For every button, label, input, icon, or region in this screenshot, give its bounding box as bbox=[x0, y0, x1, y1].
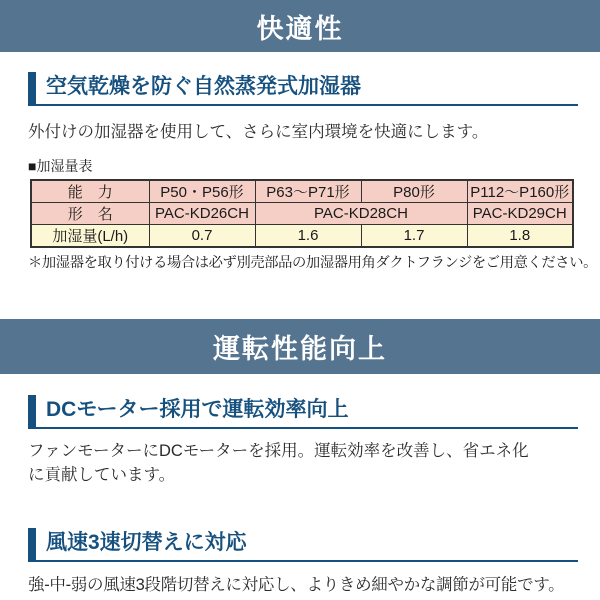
cell-amount-2: 1.6 bbox=[255, 225, 361, 248]
banner-comfort-label: 快適性 bbox=[256, 13, 344, 44]
cell-model-3: PAC-KD29CH bbox=[467, 203, 573, 225]
table-row-model bbox=[31, 203, 573, 225]
cell-capacity-1: P50・P56形 bbox=[149, 180, 255, 203]
feature-heading-dc-motor-title: DCモーター採用で運転効率向上 bbox=[46, 398, 349, 421]
feature-heading-dc-motor bbox=[28, 395, 578, 429]
cell-capacity-2: P63〜P71形 bbox=[255, 180, 361, 203]
heading-accent-bar bbox=[28, 72, 36, 106]
feature-heading-fan-speed-title: 風速3速切替えに対応 bbox=[46, 531, 247, 554]
cell-model-1: PAC-KD26CH bbox=[149, 203, 255, 225]
cell-capacity-label: 能 力 bbox=[31, 180, 149, 203]
feature-heading-humidifier-title: 空気乾燥を防ぐ自然蒸発式加湿器 bbox=[46, 75, 361, 98]
heading-accent-bar bbox=[28, 528, 36, 562]
fan-speed-description: 強-中-弱の風速3段階切替えに対応し、よりきめ細やかな調節が可能です。 bbox=[28, 576, 565, 594]
dc-motor-description: ファンモーターにDCモーターを採用。運転効率を改善し、省エネ化に貢献しています。 bbox=[28, 442, 529, 484]
cell-amount-1: 0.7 bbox=[149, 225, 255, 248]
feature-heading-humidifier bbox=[28, 72, 578, 106]
cell-amount-4: 1.8 bbox=[467, 225, 573, 248]
heading-accent-bar bbox=[28, 395, 36, 429]
cell-capacity-4: P112〜P160形 bbox=[467, 180, 573, 203]
cell-amount-label: 加湿量(L/h) bbox=[31, 225, 149, 248]
table-footnote: ＊加湿器を取り付ける場合は必ず別売部品の加湿器用角ダクトフランジをご用意ください。 bbox=[28, 255, 597, 271]
humidity-table bbox=[30, 179, 574, 248]
cell-model-2: PAC-KD28CH bbox=[255, 203, 467, 225]
humidity-table-label: ■加湿量表 bbox=[28, 158, 93, 174]
table-row-amount bbox=[31, 225, 573, 248]
cell-capacity-3: P80形 bbox=[361, 180, 467, 203]
banner-performance bbox=[0, 319, 600, 374]
humidifier-description: 外付けの加湿器を使用して、さらに室内環境を快適にします。 bbox=[28, 123, 489, 141]
banner-performance-label: 運転性能向上 bbox=[213, 334, 387, 364]
table-row-capacity bbox=[31, 180, 573, 203]
feature-heading-fan-speed bbox=[28, 528, 578, 562]
cell-amount-3: 1.7 bbox=[361, 225, 467, 248]
banner-comfort bbox=[0, 0, 600, 52]
cell-model-label: 形 名 bbox=[31, 203, 149, 225]
